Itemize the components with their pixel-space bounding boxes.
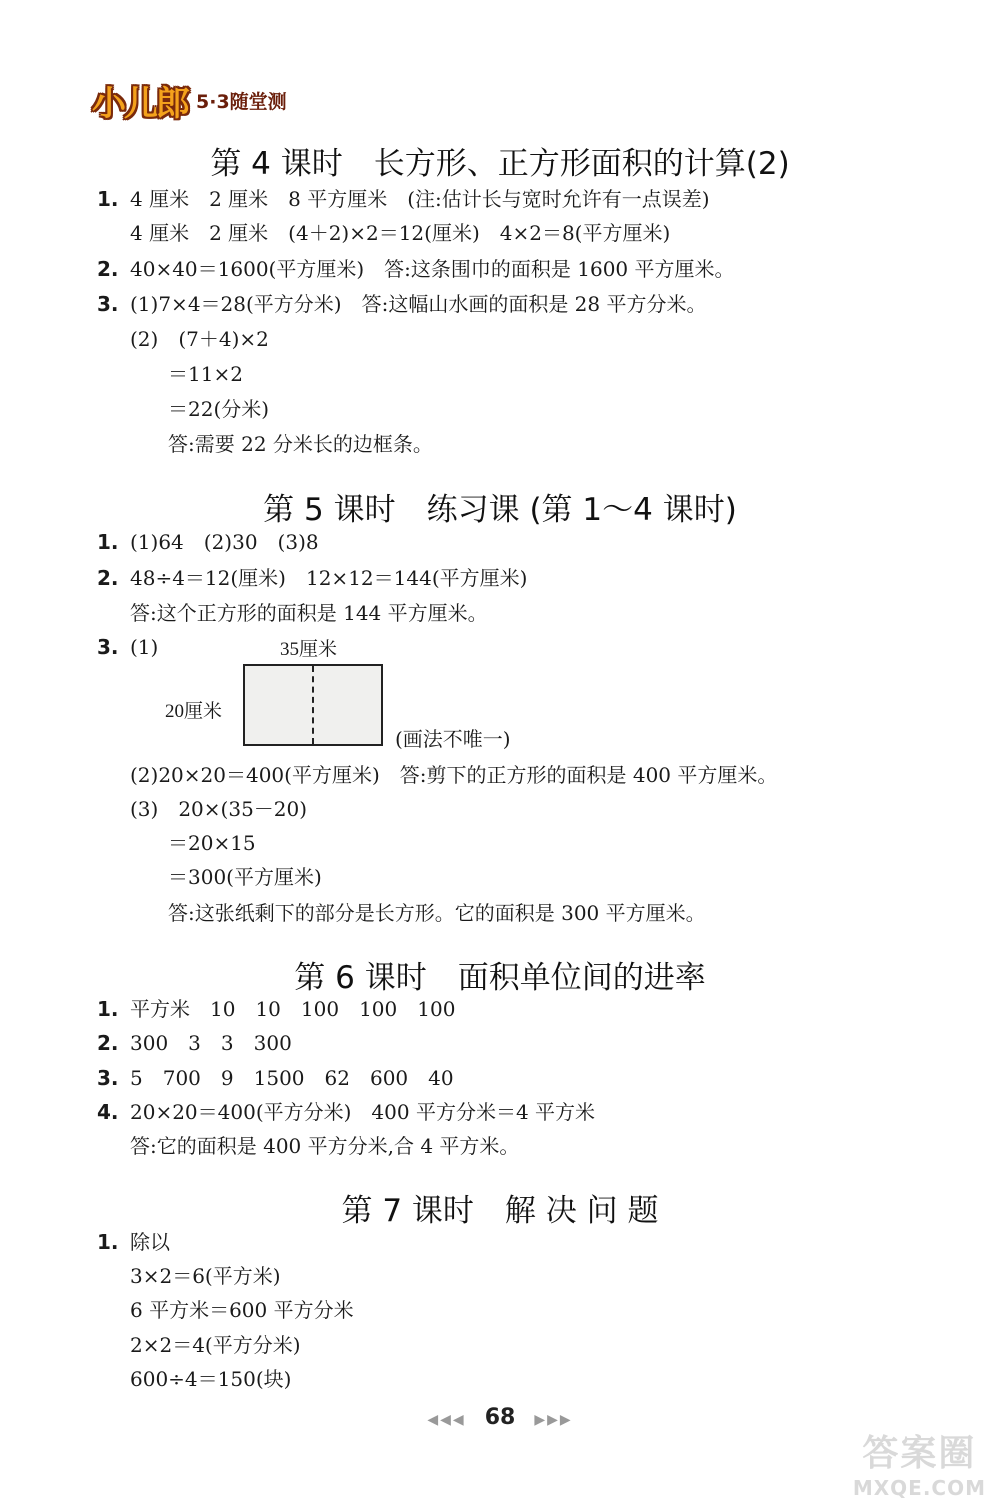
answer-line: (1)7×4＝28(平方分米) 答:这幅山水画的面积是 28 平方分米。 [130,292,707,316]
question-number: 3. [97,635,119,659]
page-footer [0,1405,1000,1430]
answer-line: 6 平方米＝600 平方分米 [130,1298,354,1322]
answer-line: 48÷4＝12(厘米) 12×12＝144(平方厘米) [130,566,528,590]
page-number: 68 [484,1405,516,1430]
figure-width-label: 35厘米 [280,639,338,660]
question-number: 2. [97,1031,119,1055]
figure-note: (画法不唯一) [395,727,511,751]
answer-line: 5 700 9 1500 62 600 40 [130,1066,454,1090]
question-number: 3. [97,1066,119,1090]
answer-line: 2×2＝4(平方分米) [130,1333,301,1357]
answer-line: 答:这个正方形的面积是 144 平方厘米。 [130,601,488,625]
cut-line [312,666,314,744]
answer-line: ＝20×15 [168,831,256,855]
question-number: 3. [97,292,119,316]
answer-line: ＝22(分米) [168,397,270,421]
answer-line: 600÷4＝150(块) [130,1367,292,1391]
header [92,78,287,122]
question-number: 1. [97,1230,119,1254]
section-title-6: 第 6 课时 面积单位间的进率 [294,960,706,996]
question-number: 1. [97,530,119,554]
answer-line: ＝11×2 [168,362,243,386]
answer-line: 3×2＝6(平方米) [130,1264,281,1288]
answer-line: 4 厘米 2 厘米 (4＋2)×2＝12(厘米) 4×2＝8(平方厘米) [130,221,671,245]
section-title-4: 第 4 课时 长方形、正方形面积的计算(2) [210,146,790,182]
question-number: 2. [97,566,119,590]
rectangle-figure [243,664,383,746]
question-number: 1. [97,187,119,211]
prev-arrows-icon: ◀◀◀ [427,1412,466,1428]
figure-height-label: 20厘米 [165,701,223,722]
answer-line: 答:需要 22 分米长的边框条。 [168,432,433,456]
answer-line: (1) [130,635,159,659]
answer-line: 除以 [130,1230,170,1254]
answer-line: 40×40＝1600(平方厘米) 答:这条围巾的面积是 1600 平方厘米。 [130,257,735,281]
answer-line: (2)20×20＝400(平方厘米) 答:剪下的正方形的面积是 400 平方厘米。 [130,763,778,787]
answer-line: 4 厘米 2 厘米 8 平方厘米 (注:估计长与宽时允许有一点误差) [130,187,710,211]
watermark-title: 答案圈 [862,1433,977,1474]
answer-line: 答:这张纸剩下的部分是长方形。它的面积是 300 平方厘米。 [168,901,706,925]
watermark [853,1425,986,1500]
section-title-7: 第 7 课时 解 决 问 题 [341,1193,659,1229]
answer-line: (2) (7＋4)×2 [130,327,269,351]
answer-line: ＝300(平方厘米) [168,865,322,889]
answer-line: (3) 20×(35－20) [130,797,308,821]
brand-subtitle: 5·3随堂测 [196,90,287,113]
section-title-5: 第 5 课时 练习课 (第 1～4 课时) [263,492,737,528]
brand-logo: 小儿郎 [92,83,188,124]
question-number: 4. [97,1100,119,1124]
next-arrows-icon: ▶▶▶ [534,1412,573,1428]
answer-line: (1)64 (2)30 (3)8 [130,530,319,554]
answer-line: 20×20＝400(平方分米) 400 平方分米＝4 平方米 [130,1100,596,1124]
answer-line: 答:它的面积是 400 平方分米,合 4 平方米。 [130,1134,520,1158]
answer-line: 平方米 10 10 100 100 100 [130,997,456,1021]
question-number: 1. [97,997,119,1021]
answer-line: 300 3 3 300 [130,1031,292,1055]
question-number: 2. [97,257,119,281]
watermark-url: MXQE.COM [852,1476,986,1500]
